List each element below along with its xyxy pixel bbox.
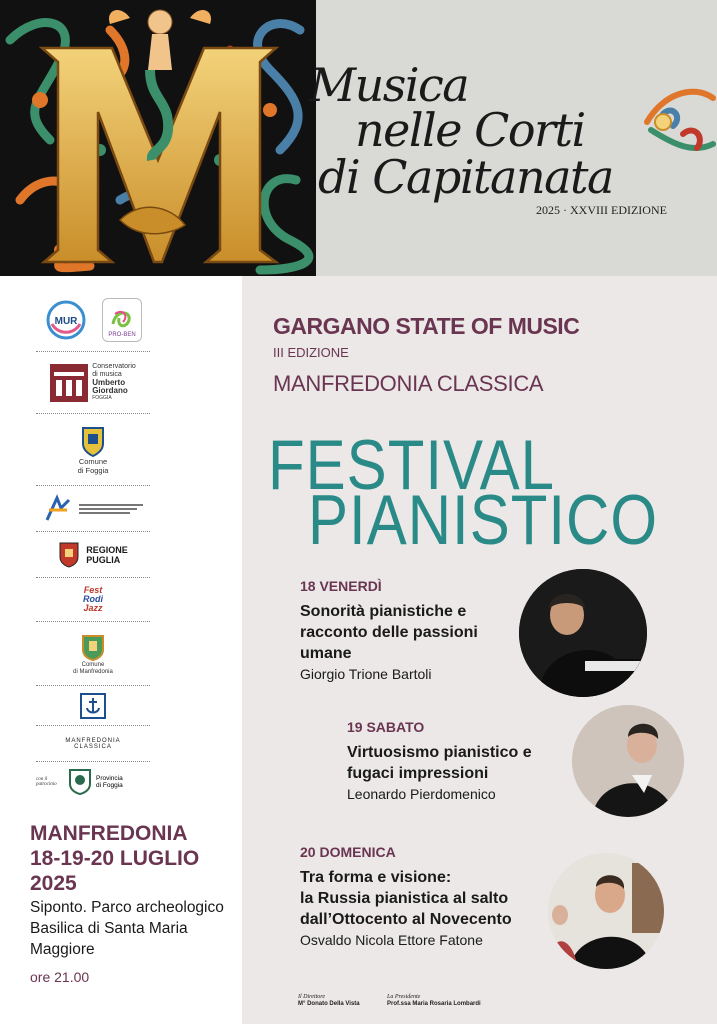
- fest-line: Rodi: [83, 594, 103, 604]
- manf-classica-line: MANFREDONIA: [65, 737, 121, 744]
- director-name: M° Donato Della Vista: [298, 1001, 360, 1007]
- provincia-crest-icon: [68, 768, 92, 796]
- manfredonia-crest-icon: [81, 632, 105, 662]
- mur-logo-icon: [44, 298, 88, 342]
- event-1-title: [300, 601, 478, 664]
- association-text: [79, 500, 143, 518]
- event-3-day: 20 DOMENICA: [300, 844, 396, 860]
- logo-row-manfredonia-classica: [36, 726, 150, 762]
- foggia-crest-icon: [80, 424, 106, 458]
- manfredonia-line: di Manfredonia: [73, 668, 113, 675]
- pro-ben-label: PRO-BEN: [108, 331, 136, 338]
- city-name: MANFREDONIA: [30, 822, 188, 845]
- title-line-1: Musica: [309, 58, 469, 112]
- president-name: Prof.ssa Maria Rosaria Lombardi: [387, 1001, 481, 1007]
- event-title-line: la Russia pianistica al salto: [300, 890, 509, 907]
- manfredonia-classica-logo: [65, 738, 120, 750]
- regione-line: REGIONE: [86, 544, 128, 555]
- festival-title-line-2: PIANISTICO: [308, 480, 659, 560]
- header-banner: [0, 0, 717, 276]
- logo-row-mur: [36, 288, 150, 352]
- provincia-text: [96, 775, 123, 789]
- conservatorio-line: Conservatorio: [92, 363, 136, 371]
- venue-line: Siponto. Parco archeologico: [30, 899, 224, 916]
- pro-ben-mark-icon: [109, 306, 135, 332]
- venue: [30, 897, 224, 960]
- manfredonia-text: [73, 662, 113, 675]
- president-role: La Presidente: [387, 994, 421, 1000]
- logo-row-associazione: [36, 486, 150, 532]
- fest-line: Jazz: [83, 603, 103, 613]
- venue-line: Basilica di Santa Maria: [30, 920, 188, 937]
- series-title: GARGANO STATE OF MUSIC: [273, 313, 580, 339]
- title-line-2: nelle Corti: [355, 103, 585, 157]
- event-1-photo: [519, 569, 647, 697]
- event-location-dates: [30, 821, 199, 896]
- logo-row-comune-manfredonia: [36, 622, 150, 686]
- provincia-line: di Foggia: [96, 782, 123, 789]
- event-2-photo: [572, 705, 684, 817]
- conservatorio-line: di musica: [92, 370, 122, 378]
- event-2-day: 19 SABATO: [347, 719, 425, 735]
- logo-row-regione: [36, 532, 150, 578]
- conservatorio-logo-icon: [50, 364, 88, 402]
- fest-jazz-logo: [83, 586, 103, 613]
- event-title-line: Sonorità pianistiche e: [300, 603, 467, 620]
- conservatorio-text: [92, 363, 136, 401]
- event-title-line: umane: [300, 645, 352, 662]
- director-signature: [298, 994, 360, 1008]
- event-title-line: Tra forma e visione:: [300, 869, 452, 886]
- mur-label: MUR: [54, 315, 78, 327]
- fest-line: Fest: [83, 585, 103, 595]
- floral-ornament-icon: [643, 74, 717, 170]
- regione-text: [86, 545, 128, 565]
- regione-crest-icon: [58, 541, 80, 569]
- festival-title-line-1: FESTIVAL: [268, 425, 555, 505]
- conservatorio-name: Giordano: [92, 386, 128, 396]
- logo-row-comune-foggia: [36, 414, 150, 486]
- pianist-photo-icon: [572, 705, 684, 817]
- event-title-line: dall’Ottocento al Novecento: [300, 911, 512, 928]
- sponsor-column: [0, 276, 242, 1024]
- anchor-badge-icon: [80, 693, 106, 719]
- event-title-line: Virtuosismo pianistico e: [347, 744, 532, 761]
- series-edition: III EDIZIONE: [273, 345, 349, 360]
- pianist-photo-icon: [519, 569, 647, 697]
- pro-ben-logo: [102, 298, 142, 342]
- logo-row-fest-jazz: [36, 578, 150, 622]
- event-3-artist: Osvaldo Nicola Ettore Fatone: [300, 932, 483, 948]
- series-subtitle: MANFREDONIA CLASSICA: [273, 371, 544, 396]
- provincia-line: Provincia: [96, 775, 123, 782]
- title-line-3: di Capitanata: [318, 150, 613, 204]
- conservatorio-name: Umberto: [92, 377, 126, 387]
- event-2-artist: Leonardo Pierdomenico: [347, 786, 496, 802]
- sponsor-logos: [36, 288, 150, 802]
- date-range: 18-19-20 LUGLIO: [30, 847, 200, 870]
- event-title-line: fugaci impressioni: [347, 765, 489, 782]
- edition-label: 2025 · XXVIII EDIZIONE: [536, 203, 667, 217]
- logo-row-badge: [36, 686, 150, 726]
- president-signature: [387, 994, 481, 1008]
- event-1-day: 18 VENERDÌ: [300, 578, 382, 594]
- foggia-text: [78, 458, 109, 475]
- start-time: ore 21.00: [30, 969, 90, 985]
- association-logo-icon: [43, 494, 73, 524]
- manfredonia-line: Comune: [81, 661, 105, 668]
- director-role: Il Direttore: [298, 994, 326, 1000]
- year: 2025: [30, 872, 77, 895]
- foggia-line: di Foggia: [77, 465, 109, 475]
- event-title-line: racconto delle passioni: [300, 624, 478, 641]
- logo-row-conservatorio: [36, 352, 150, 414]
- event-3-title: [300, 867, 512, 930]
- program-panel: [242, 276, 717, 1024]
- illuminated-m-icon: [0, 0, 316, 276]
- event-1-artist: Giorgio Trione Bartoli: [300, 666, 432, 682]
- regione-line: PUGLIA: [86, 554, 121, 565]
- event-2-title: [347, 742, 532, 784]
- logo-row-provincia: [36, 762, 150, 802]
- foggia-line: Comune: [78, 457, 108, 467]
- pianist-photo-icon: [548, 853, 664, 969]
- manf-classica-line: CLASSICA: [74, 743, 112, 750]
- conservatorio-city: FOGGIA: [92, 395, 112, 402]
- venue-line: Maggiore: [30, 941, 95, 958]
- event-3-photo: [548, 853, 664, 969]
- patrocinio-label: con il patrocinio: [36, 777, 57, 787]
